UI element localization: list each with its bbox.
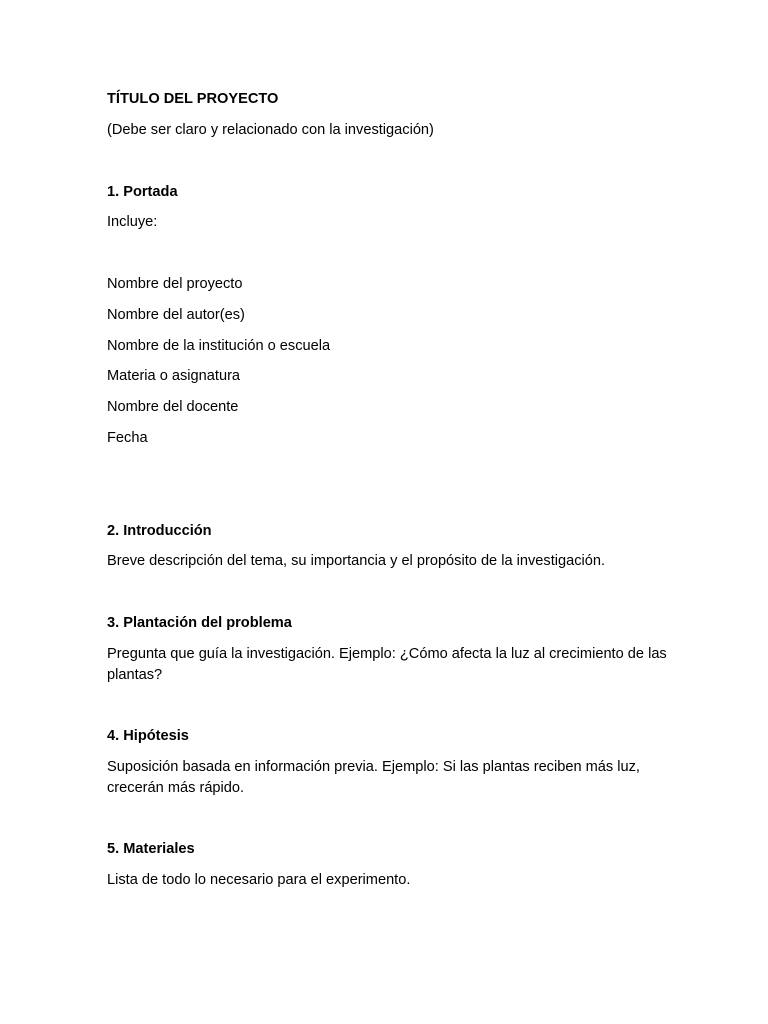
document-title: TÍTULO DEL PROYECTO xyxy=(107,91,279,107)
list-item: Nombre del docente xyxy=(107,399,239,415)
list-item: Materia o asignatura xyxy=(107,368,241,384)
list-item: Nombre del autor(es) xyxy=(107,307,245,323)
section-body-materiales: Lista de todo lo necesario para el experimento. xyxy=(107,872,411,888)
list-item: Fecha xyxy=(107,430,148,446)
section-body-hipotesis: Suposición basada en información previa. Ejemplo: Si las plantas reciben más luz, crecerán más rápido. xyxy=(107,759,640,796)
list-item: Nombre del proyecto xyxy=(107,276,243,292)
section-body-problema: Pregunta que guía la investigación. Ejemplo: ¿Cómo afecta la luz al crecimiento de las plantas? xyxy=(107,646,667,683)
section-heading-portada: 1. Portada xyxy=(107,184,178,200)
section-heading-hipotesis: 4. Hipótesis xyxy=(107,728,189,744)
section-body-introduccion: Breve descripción del tema, su importancia y el propósito de la investigación. xyxy=(107,553,606,569)
section-heading-materiales: 5. Materiales xyxy=(107,841,195,857)
title-note: (Debe ser claro y relacionado con la investigación) xyxy=(107,122,434,138)
list-item: Nombre de la institución o escuela xyxy=(107,338,331,354)
section-intro-portada: Incluye: xyxy=(107,214,158,230)
section-heading-introduccion: 2. Introducción xyxy=(107,523,212,539)
section-heading-problema: 3. Plantación del problema xyxy=(107,615,292,631)
